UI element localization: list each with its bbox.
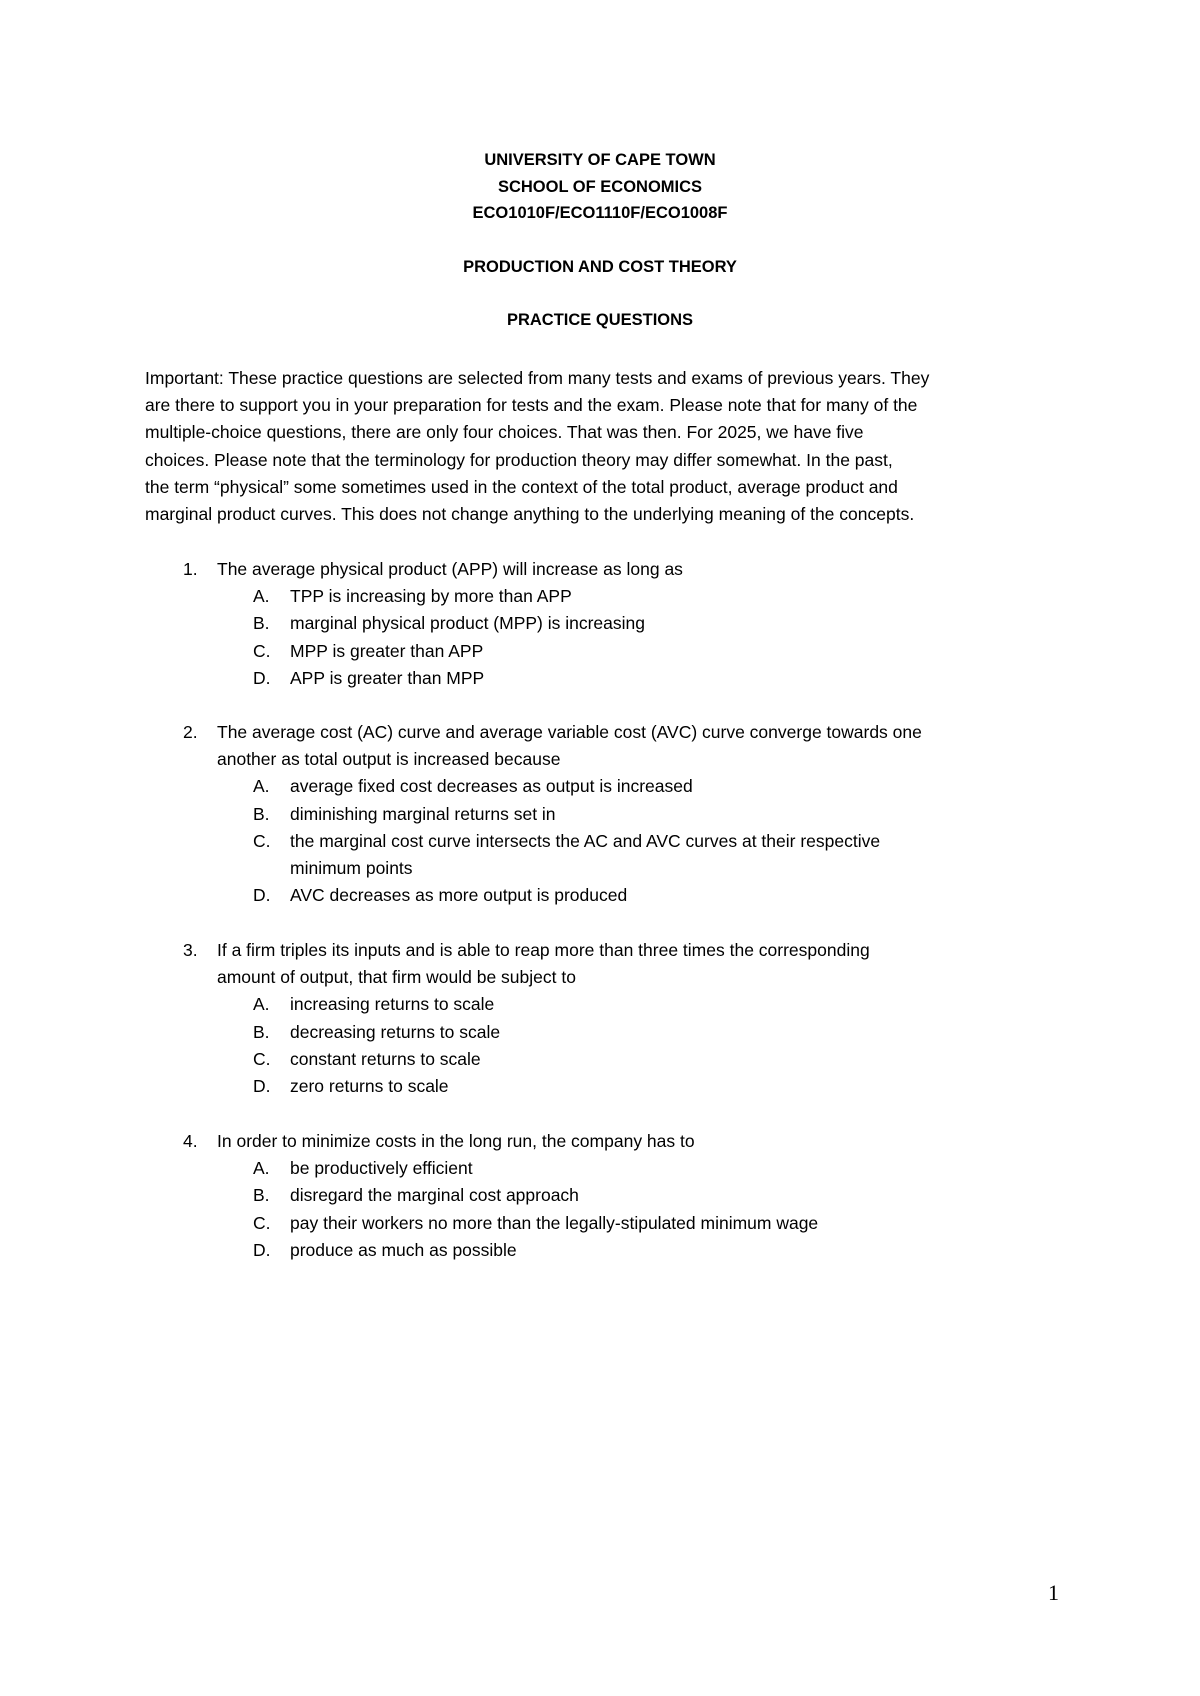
option-text: minimum points bbox=[290, 857, 413, 878]
page-number: 1 bbox=[1048, 1580, 1059, 1605]
option-text: the marginal cost curve intersects the AC and AVC curves at their respective bbox=[290, 830, 881, 851]
option-letter: C. bbox=[253, 830, 271, 851]
option-letter: C. bbox=[253, 640, 271, 661]
option-text: APP is greater than MPP bbox=[290, 667, 485, 688]
option-d bbox=[0, 665, 1200, 692]
option-letter: D. bbox=[253, 885, 271, 906]
option-b bbox=[0, 801, 1200, 828]
option-b bbox=[0, 610, 1200, 637]
option-text: constant returns to scale bbox=[290, 1048, 481, 1069]
question-stem: another as total output is increased because bbox=[217, 749, 561, 770]
document-header bbox=[0, 147, 1200, 334]
option-letter: D. bbox=[253, 667, 271, 688]
option-d bbox=[0, 882, 1200, 909]
intro-line: multiple-choice questions, there are only four choices. That was then. For 2025, we have five bbox=[145, 422, 864, 443]
question-4 bbox=[0, 1128, 1200, 1264]
option-text: average fixed cost decreases as output is increased bbox=[290, 776, 693, 797]
option-d bbox=[0, 1237, 1200, 1264]
question-number: 4. bbox=[183, 1131, 198, 1151]
intro-line: the term “physical” some sometimes used in the context of the total product, average product and bbox=[145, 476, 898, 497]
question-number: 1. bbox=[183, 559, 198, 579]
question-1 bbox=[0, 556, 1200, 692]
option-a bbox=[0, 773, 1200, 800]
option-letter: A. bbox=[253, 994, 270, 1015]
option-letter: D. bbox=[253, 1075, 271, 1096]
option-text: decreasing returns to scale bbox=[290, 1021, 501, 1042]
option-letter: B. bbox=[253, 803, 270, 824]
option-letter: A. bbox=[253, 586, 270, 607]
topic-title: PRODUCTION AND COST THEORY bbox=[463, 257, 737, 276]
question-3 bbox=[0, 937, 1200, 1100]
option-text: diminishing marginal returns set in bbox=[290, 803, 556, 824]
option-text: disregard the marginal cost approach bbox=[290, 1185, 579, 1206]
option-text: pay their workers no more than the legally-stipulated minimum wage bbox=[290, 1212, 819, 1233]
option-letter: C. bbox=[253, 1048, 271, 1069]
option-a bbox=[0, 583, 1200, 610]
option-letter: B. bbox=[253, 1185, 270, 1206]
document-subtitle: PRACTICE QUESTIONS bbox=[506, 311, 694, 329]
option-letter: B. bbox=[253, 613, 270, 634]
question-stem: The average cost (AC) curve and average variable cost (AVC) curve converge towards one bbox=[217, 722, 922, 742]
option-letter: D. bbox=[253, 1239, 271, 1260]
option-letter: C. bbox=[253, 1212, 271, 1233]
option-text: produce as much as possible bbox=[290, 1239, 517, 1260]
option-text: AVC decreases as more output is produced bbox=[290, 885, 628, 906]
option-text: be productively efficient bbox=[290, 1158, 473, 1179]
option-b bbox=[0, 1182, 1200, 1209]
option-text: increasing returns to scale bbox=[290, 994, 495, 1015]
option-text: TPP is increasing by more than APP bbox=[290, 586, 572, 607]
option-a bbox=[0, 1155, 1200, 1182]
question-2 bbox=[0, 719, 1200, 909]
option-letter: B. bbox=[253, 1021, 270, 1042]
question-number: 2. bbox=[183, 722, 198, 742]
option-text: MPP is greater than APP bbox=[290, 640, 484, 661]
intro-line: marginal product curves. This does not change anything to the underlying meaning of the concepts. bbox=[145, 503, 915, 524]
option-c bbox=[0, 828, 1200, 855]
option-letter: A. bbox=[253, 1158, 270, 1179]
option-c bbox=[0, 1210, 1200, 1237]
question-stem: The average physical product (APP) will increase as long as bbox=[217, 559, 683, 579]
option-text: marginal physical product (MPP) is increasing bbox=[290, 613, 645, 634]
intro-paragraph bbox=[145, 365, 1070, 528]
intro-line: Important: These practice questions are selected from many tests and exams of previous years. They bbox=[145, 368, 930, 388]
question-stem: amount of output, that firm would be subject to bbox=[217, 967, 576, 988]
option-a bbox=[0, 991, 1200, 1018]
question-stem: In order to minimize costs in the long run, the company has to bbox=[217, 1131, 695, 1151]
school-name: SCHOOL OF ECONOMICS bbox=[497, 177, 703, 196]
option-letter: A. bbox=[253, 776, 270, 797]
option-b bbox=[0, 1019, 1200, 1046]
intro-line: choices. Please note that the terminology for production theory may differ somewhat. In the past, bbox=[145, 449, 893, 470]
option-c bbox=[0, 638, 1200, 665]
university-name: UNIVERSITY OF CAPE TOWN bbox=[484, 151, 716, 169]
intro-line: are there to support you in your preparation for tests and the exam. Please note that for many of the bbox=[145, 395, 918, 416]
course-codes: ECO1010F/ECO1110F/ECO1008F bbox=[472, 204, 728, 222]
question-stem: If a firm triples its inputs and is able to reap more than three times the corresponding bbox=[217, 940, 870, 960]
question-number: 3. bbox=[183, 940, 198, 960]
option-text: zero returns to scale bbox=[290, 1075, 449, 1096]
option-c-continued bbox=[0, 855, 1200, 882]
option-d bbox=[0, 1073, 1200, 1100]
option-c bbox=[0, 1046, 1200, 1073]
